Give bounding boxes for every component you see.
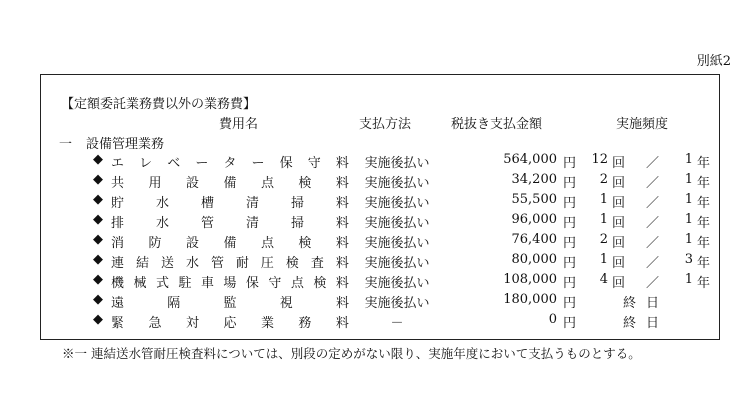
cost-name-char: 守 xyxy=(307,156,321,171)
frequency-slash: ／ xyxy=(646,236,660,251)
column-header-payment: 支払方法 xyxy=(359,117,412,132)
table-row xyxy=(41,172,719,192)
cost-name-char: 検 xyxy=(285,256,299,271)
payment-method: 実施後払い xyxy=(364,176,430,191)
diamond-bullet-icon: ◆ xyxy=(93,292,103,307)
cost-name-char: 消 xyxy=(111,236,125,251)
cost-name-char: 検 xyxy=(313,276,327,291)
amount-value: 55,500 xyxy=(511,192,557,207)
table-rows xyxy=(41,152,719,332)
cost-name-char: 料 xyxy=(335,216,349,231)
cost-name-char: 式 xyxy=(155,276,169,291)
amount-value: 76,400 xyxy=(511,232,557,247)
yen-unit: 円 xyxy=(563,196,577,211)
cost-name-char: 水 xyxy=(185,256,199,271)
table-row xyxy=(41,272,719,292)
diamond-bullet-icon: ◆ xyxy=(93,232,103,247)
section-title xyxy=(59,133,164,152)
cost-name-char: 清 xyxy=(245,196,259,211)
table-row xyxy=(41,232,719,252)
frequency-year-unit: 年 xyxy=(697,156,711,171)
frequency-times-unit: 回 xyxy=(612,216,626,231)
cost-name-char: 送 xyxy=(160,256,174,271)
frequency-count: 12 xyxy=(591,152,608,167)
cost-name-char: 料 xyxy=(335,236,349,251)
cost-name-char: 料 xyxy=(335,176,349,191)
yen-unit: 円 xyxy=(563,316,577,331)
cost-name-char: 務 xyxy=(298,316,312,331)
frequency-text: 終日 xyxy=(622,296,669,311)
cost-name-char: 結 xyxy=(135,256,149,271)
cost-name-char: 急 xyxy=(148,316,162,331)
yen-unit: 円 xyxy=(563,296,577,311)
cost-name-char: 水 xyxy=(155,216,169,231)
cost-name-char: 隔 xyxy=(167,296,181,311)
cost-name-char: ベ xyxy=(167,156,181,171)
cost-name-char: 掃 xyxy=(290,216,304,231)
cost-name-char: 槽 xyxy=(200,196,214,211)
cost-name-char: 管 xyxy=(210,256,224,271)
cost-name-char: 点 xyxy=(290,276,304,291)
frequency-year-unit: 年 xyxy=(697,176,711,191)
cost-name-char: 備 xyxy=(223,236,237,251)
table-row xyxy=(41,152,719,172)
table-row xyxy=(41,192,719,212)
frequency-text: 終日 xyxy=(622,316,669,331)
yen-unit: 円 xyxy=(563,276,577,291)
cost-name-char: 検 xyxy=(298,176,312,191)
frequency-slash: ／ xyxy=(646,176,660,191)
cost-table-box xyxy=(40,74,720,340)
table-row xyxy=(41,292,719,312)
cost-name-char: 料 xyxy=(335,276,349,291)
cost-name xyxy=(111,292,349,311)
diamond-bullet-icon: ◆ xyxy=(93,272,103,287)
frequency-slash: ／ xyxy=(646,216,660,231)
cost-name-char: 対 xyxy=(185,316,199,331)
cost-name-char: 検 xyxy=(298,236,312,251)
frequency-period: 1 xyxy=(684,212,693,227)
amount-value: 96,000 xyxy=(511,212,557,227)
cost-name-char: 遠 xyxy=(111,296,125,311)
section-dash: 一 xyxy=(59,137,73,152)
diamond-bullet-icon: ◆ xyxy=(93,252,103,267)
cost-name-char: 清 xyxy=(245,216,259,231)
cost-name-char: 料 xyxy=(335,296,349,311)
frequency-year-unit: 年 xyxy=(697,276,711,291)
frequency-period: 1 xyxy=(684,152,693,167)
table-row xyxy=(41,212,719,232)
column-header-amount: 税抜き支払金額 xyxy=(451,117,543,132)
frequency-count: 2 xyxy=(599,232,608,247)
cost-name-char: レ xyxy=(139,156,153,171)
column-header-name: 費用名 xyxy=(219,117,259,132)
cost-name-char: エ xyxy=(111,156,125,171)
cost-name-char: 水 xyxy=(155,196,169,211)
payment-method: 実施後払い xyxy=(364,276,430,291)
cost-name-char: 料 xyxy=(335,316,349,331)
payment-method: 実施後払い xyxy=(364,236,430,251)
cost-name-char: ー xyxy=(195,156,209,171)
cost-name-char: 共 xyxy=(111,176,125,191)
cost-name-char: 掃 xyxy=(290,196,304,211)
frequency-times-unit: 回 xyxy=(612,276,626,291)
frequency-year-unit: 年 xyxy=(697,196,711,211)
frequency-times-unit: 回 xyxy=(612,236,626,251)
cost-name-char: 点 xyxy=(260,176,274,191)
cost-name-char: 保 xyxy=(245,276,259,291)
cost-name-char: 設 xyxy=(185,176,199,191)
cost-name-char: 点 xyxy=(260,236,274,251)
cost-name xyxy=(111,172,349,191)
yen-unit: 円 xyxy=(563,176,577,191)
cost-name-char: 保 xyxy=(279,156,293,171)
amount-value: 0 xyxy=(548,312,557,327)
diamond-bullet-icon: ◆ xyxy=(93,152,103,167)
cost-name-char: 守 xyxy=(268,276,282,291)
cost-name-char: 設 xyxy=(185,236,199,251)
table-row xyxy=(41,312,719,332)
cost-name-char: 業 xyxy=(260,316,274,331)
cost-name-char: 圧 xyxy=(260,256,274,271)
cost-name xyxy=(111,272,349,291)
frequency-count: 2 xyxy=(599,172,608,187)
cost-name-char: ー xyxy=(251,156,265,171)
cost-name-char: 駐 xyxy=(178,276,192,291)
cost-name-char: 料 xyxy=(335,196,349,211)
diamond-bullet-icon: ◆ xyxy=(93,312,103,327)
cost-name-char: 用 xyxy=(148,176,162,191)
cost-name-char: 応 xyxy=(223,316,237,331)
cost-name xyxy=(111,312,349,331)
payment-method: － xyxy=(390,316,404,331)
frequency-times-unit: 回 xyxy=(612,156,626,171)
frequency-period: 1 xyxy=(684,172,693,187)
frequency-slash: ／ xyxy=(646,196,660,211)
amount-value: 80,000 xyxy=(511,252,557,267)
frequency-period: 1 xyxy=(684,192,693,207)
frequency-times-unit: 回 xyxy=(612,176,626,191)
cost-name-char: 緊 xyxy=(111,316,125,331)
payment-method: 実施後払い xyxy=(364,296,430,311)
cost-name xyxy=(111,232,349,251)
cost-name-char: 耐 xyxy=(235,256,249,271)
frequency-count: 4 xyxy=(599,272,608,287)
cost-name-char: 貯 xyxy=(111,196,125,211)
cost-name-char: 械 xyxy=(133,276,147,291)
column-header-frequency: 実施頻度 xyxy=(616,117,669,132)
frequency-times-unit: 回 xyxy=(612,256,626,271)
frequency-year-unit: 年 xyxy=(697,236,711,251)
cost-name-char: 防 xyxy=(148,236,162,251)
amount-value: 108,000 xyxy=(503,272,557,287)
frequency-count: 1 xyxy=(599,192,608,207)
payment-method: 実施後払い xyxy=(364,156,430,171)
cost-name-char: 機 xyxy=(111,276,125,291)
cost-name xyxy=(111,212,349,231)
diamond-bullet-icon: ◆ xyxy=(93,192,103,207)
payment-method: 実施後払い xyxy=(364,216,430,231)
yen-unit: 円 xyxy=(563,156,577,171)
table-heading: 【定額委託業務費以外の業務費】 xyxy=(61,97,257,112)
cost-name xyxy=(111,252,349,271)
cost-name-char: 料 xyxy=(335,256,349,271)
attachment-label: 別紙2 xyxy=(696,54,731,69)
yen-unit: 円 xyxy=(563,256,577,271)
frequency-slash: ／ xyxy=(646,156,660,171)
cost-name-char: 車 xyxy=(200,276,214,291)
yen-unit: 円 xyxy=(563,236,577,251)
frequency-period: 1 xyxy=(684,272,693,287)
frequency-year-unit: 年 xyxy=(697,256,711,271)
frequency-slash: ／ xyxy=(646,256,660,271)
cost-name xyxy=(111,192,349,211)
cost-name-char: 視 xyxy=(279,296,293,311)
cost-name xyxy=(111,152,349,171)
cost-name-char: 備 xyxy=(223,176,237,191)
cost-name-char: 監 xyxy=(223,296,237,311)
diamond-bullet-icon: ◆ xyxy=(93,212,103,227)
amount-value: 180,000 xyxy=(503,292,557,307)
payment-method: 実施後払い xyxy=(364,196,430,211)
frequency-period: 1 xyxy=(684,232,693,247)
section-label: 設備管理業務 xyxy=(86,137,165,152)
frequency-year-unit: 年 xyxy=(697,216,711,231)
footnote: ※一 連結送水管耐圧検査料については、別段の定めがない限り、実施年度において支払うものとする。 xyxy=(62,346,641,361)
cost-name-char: 連 xyxy=(111,256,125,271)
cost-name-char: 排 xyxy=(111,216,125,231)
frequency-slash: ／ xyxy=(646,276,660,291)
payment-method: 実施後払い xyxy=(364,256,430,271)
cost-name-char: 場 xyxy=(223,276,237,291)
cost-name-char: 管 xyxy=(200,216,214,231)
cost-name-char: 査 xyxy=(310,256,324,271)
yen-unit: 円 xyxy=(563,216,577,231)
amount-value: 34,200 xyxy=(511,172,557,187)
frequency-count: 1 xyxy=(599,252,608,267)
frequency-count: 1 xyxy=(599,212,608,227)
frequency-period: 3 xyxy=(684,252,693,267)
amount-value: 564,000 xyxy=(503,152,557,167)
cost-name-char: 料 xyxy=(335,156,349,171)
cost-name-char: タ xyxy=(223,156,237,171)
table-row xyxy=(41,252,719,272)
diamond-bullet-icon: ◆ xyxy=(93,172,103,187)
frequency-times-unit: 回 xyxy=(612,196,626,211)
